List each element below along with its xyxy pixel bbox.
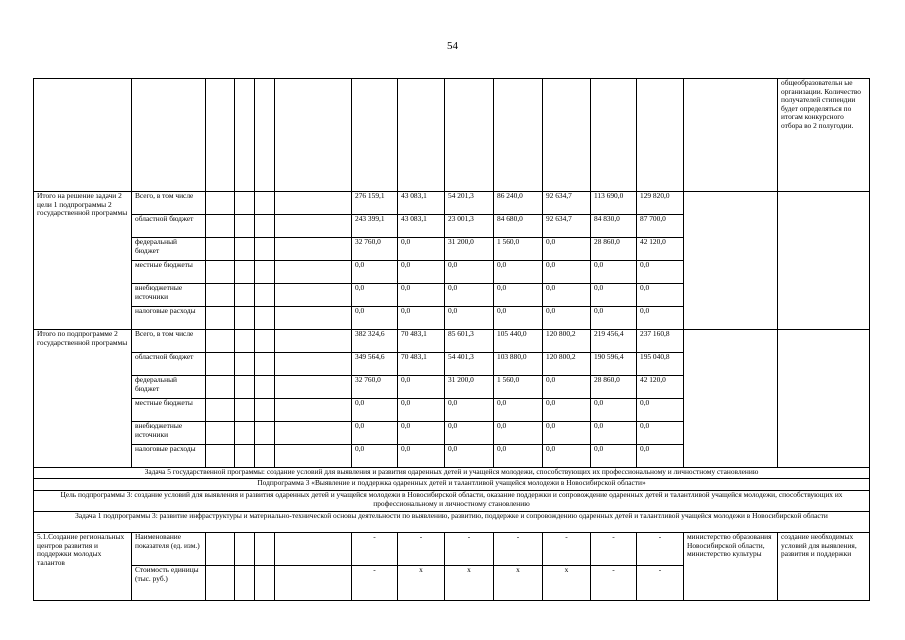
value-cell: 85 601,3 (445, 330, 494, 353)
value-cell: 0,0 (543, 445, 591, 468)
table-row (34, 491, 870, 512)
value-cell: - (445, 533, 494, 566)
empty-cell (275, 284, 352, 307)
table-row (34, 330, 870, 353)
value-cell: - (398, 533, 445, 566)
empty-cell (235, 238, 255, 261)
value-cell: - (352, 566, 398, 601)
value-cell: 31 200,0 (445, 238, 494, 261)
empty-cell (206, 376, 235, 399)
empty-cell (255, 566, 275, 601)
value-cell: 120 800,2 (543, 353, 591, 376)
value-cell: 0,0 (398, 307, 445, 330)
empty-cell (255, 215, 275, 238)
value-cell: 0,0 (494, 422, 543, 445)
empty-cell (275, 376, 352, 399)
value-cell: - (591, 566, 637, 601)
value-cell: 43 083,1 (398, 215, 445, 238)
value-cell: 42 120,0 (637, 238, 684, 261)
table-row (34, 533, 870, 566)
value-cell: 0,0 (352, 307, 398, 330)
value-cell: 0,0 (543, 307, 591, 330)
empty-cell (235, 376, 255, 399)
value-cell: 0,0 (637, 307, 684, 330)
value-cell: 23 001,3 (445, 215, 494, 238)
value-cell: 0,0 (352, 422, 398, 445)
value-cell: 0,0 (591, 422, 637, 445)
task-header: Задача 5 государственной программы: создание условий для выявления и развития одаренных детей и учащейся молодежи, способствующих их профессиональному и личностному становлению (34, 468, 870, 479)
value-cell: 70 483,1 (398, 353, 445, 376)
value-cell: 0,0 (637, 284, 684, 307)
empty-cell (255, 284, 275, 307)
empty-cell (275, 238, 352, 261)
value-cell: 0,0 (591, 261, 637, 284)
value-cell: 243 399,1 (352, 215, 398, 238)
result-cell: создание необходимых условий для выявления, развития и поддержки (778, 533, 870, 601)
value-cell: 0,0 (543, 399, 591, 422)
value-cell: 0,0 (543, 238, 591, 261)
empty-cell (235, 330, 255, 353)
value-cell: 0,0 (398, 399, 445, 422)
empty-cell (206, 284, 235, 307)
empty-cell (255, 376, 275, 399)
value-cell: 0,0 (445, 445, 494, 468)
executor-cell: министерство образования Новосибирской области, министерство культуры (684, 533, 778, 601)
empty-cell (235, 307, 255, 330)
value-cell: 0,0 (494, 284, 543, 307)
value-cell: - (494, 533, 543, 566)
empty-cell (275, 307, 352, 330)
empty-cell (275, 399, 352, 422)
value-cell: 1 560,0 (494, 376, 543, 399)
value-cell: 28 860,0 (591, 238, 637, 261)
empty-cell (275, 422, 352, 445)
value-cell: - (591, 533, 637, 566)
empty-cell (206, 307, 235, 330)
value-cell: 32 760,0 (352, 238, 398, 261)
value-cell: 129 820,0 (637, 192, 684, 215)
table-row (34, 479, 870, 491)
value-cell: 0,0 (494, 307, 543, 330)
value-cell: 84 830,0 (591, 215, 637, 238)
row-label: федеральный бюджет (132, 376, 206, 399)
value-cell: 0,0 (445, 399, 494, 422)
value-cell: 0,0 (494, 445, 543, 468)
value-cell: 237 160,8 (637, 330, 684, 353)
empty-cell (235, 445, 255, 468)
empty-cell (206, 445, 235, 468)
page-number: 54 (447, 40, 458, 52)
row-label: налоговые расходы (132, 445, 206, 468)
value-cell: 70 483,1 (398, 330, 445, 353)
row-label: внебюджетные источники (132, 422, 206, 445)
empty-cell (275, 566, 352, 601)
row-label: областной бюджет (132, 215, 206, 238)
value-cell: 0,0 (398, 284, 445, 307)
value-cell: 349 564,6 (352, 353, 398, 376)
row-label: областной бюджет (132, 353, 206, 376)
value-cell: 92 634,7 (543, 215, 591, 238)
row-label: Всего, в том числе (132, 192, 206, 215)
empty-cell (235, 192, 255, 215)
value-cell: 0,0 (352, 261, 398, 284)
value-cell: 54 201,3 (445, 192, 494, 215)
empty-cell (275, 192, 352, 215)
value-cell: 0,0 (543, 261, 591, 284)
value-cell: х (398, 566, 445, 601)
row-label: местные бюджеты (132, 399, 206, 422)
value-cell: 0,0 (543, 422, 591, 445)
budget-table (33, 78, 870, 601)
empty-cell (206, 422, 235, 445)
value-cell: 0,0 (543, 284, 591, 307)
empty-cell (778, 192, 870, 330)
empty-cell (684, 192, 778, 330)
row-label: внебюджетные источники (132, 284, 206, 307)
empty-cell (206, 261, 235, 284)
value-cell: 28 860,0 (591, 376, 637, 399)
value-cell: 219 456,4 (591, 330, 637, 353)
empty-cell (255, 399, 275, 422)
table-row (34, 79, 870, 192)
value-cell: х (494, 566, 543, 601)
value-cell: 0,0 (494, 399, 543, 422)
empty-cell (206, 533, 235, 566)
table-row (34, 192, 870, 215)
value-cell: 86 240,0 (494, 192, 543, 215)
value-cell: 0,0 (445, 261, 494, 284)
empty-cell (255, 192, 275, 215)
value-cell: 0,0 (637, 261, 684, 284)
table-row (34, 468, 870, 479)
empty-cell (255, 445, 275, 468)
empty-cell (255, 307, 275, 330)
empty-cell (684, 330, 778, 468)
empty-cell (255, 330, 275, 353)
value-cell: 0,0 (398, 376, 445, 399)
value-cell: 0,0 (591, 445, 637, 468)
value-cell: 0,0 (398, 422, 445, 445)
value-cell: 0,0 (637, 399, 684, 422)
empty-cell (206, 399, 235, 422)
goal-header: Цель подпрограммы 3: создание условий для выявления и развития одаренных детей и учащейся молодежи в Новосибирской области, оказание поддержки и сопровождение одаренных детей и талантливой учащейся молодежи, способствующих их профессиональному и личностному становлению (34, 491, 870, 512)
row-label: Стоимость единицы (тыс. руб.) (132, 566, 206, 601)
value-cell: х (543, 566, 591, 601)
empty-cell (275, 445, 352, 468)
empty-cell (275, 215, 352, 238)
value-cell: 0,0 (494, 261, 543, 284)
empty-cell (275, 261, 352, 284)
value-cell: 42 120,0 (637, 376, 684, 399)
value-cell: 0,0 (352, 445, 398, 468)
empty-cell (206, 330, 235, 353)
empty-cell (235, 215, 255, 238)
empty-cell (275, 533, 352, 566)
value-cell: 54 401,3 (445, 353, 494, 376)
item-label: 5.1.Создание региональных центров развития и поддержки молодых талантов (34, 533, 132, 601)
empty-cell (275, 353, 352, 376)
value-cell: 0,0 (445, 307, 494, 330)
value-cell: 0,0 (637, 422, 684, 445)
value-cell: 84 680,0 (494, 215, 543, 238)
row-label: Наименование показателя (ед. изм.) (132, 533, 206, 566)
table-row (34, 512, 870, 533)
value-cell: 0,0 (591, 284, 637, 307)
empty-cell (255, 353, 275, 376)
empty-cell (235, 422, 255, 445)
value-cell: - (637, 533, 684, 566)
value-cell: 0,0 (591, 307, 637, 330)
value-cell: 32 760,0 (352, 376, 398, 399)
value-cell: - (637, 566, 684, 601)
row-label: федеральный бюджет (132, 238, 206, 261)
empty-cell (206, 192, 235, 215)
value-cell: 1 560,0 (494, 238, 543, 261)
empty-cell (235, 261, 255, 284)
value-cell: 31 200,0 (445, 376, 494, 399)
value-cell: 0,0 (591, 399, 637, 422)
empty-cell (235, 399, 255, 422)
value-cell: - (543, 533, 591, 566)
value-cell: 103 880,0 (494, 353, 543, 376)
row-label: местные бюджеты (132, 261, 206, 284)
empty-cell (235, 353, 255, 376)
value-cell: 276 159,1 (352, 192, 398, 215)
value-cell: 0,0 (352, 399, 398, 422)
subprogram-header: Подпрограмма 3 «Выявление и поддержка одаренных детей и талантливой учащейся молодежи в Новосибирской области» (34, 479, 870, 491)
block-label: Итого на решение задачи 2 цели 1 подпрограммы 2 государственной программы (34, 192, 132, 330)
value-cell: 0,0 (398, 445, 445, 468)
value-cell: 190 596,4 (591, 353, 637, 376)
value-cell: 0,0 (398, 261, 445, 284)
block-label: Итого по подпрограмме 2 государственной программы (34, 330, 132, 468)
note-cell: общеобразовательн ые организации. Количество получателей стипендии будет определяться по итогам конкурсного отбора во 2 полугодии. (778, 79, 870, 192)
value-cell: 0,0 (352, 284, 398, 307)
value-cell: 120 800,2 (543, 330, 591, 353)
value-cell: 43 083,1 (398, 192, 445, 215)
empty-cell (206, 215, 235, 238)
value-cell: - (352, 533, 398, 566)
value-cell: 0,0 (637, 445, 684, 468)
value-cell: 92 634,7 (543, 192, 591, 215)
row-label: Всего, в том числе (132, 330, 206, 353)
empty-cell (255, 533, 275, 566)
value-cell: 87 700,0 (637, 215, 684, 238)
empty-cell (235, 533, 255, 566)
empty-cell (235, 566, 255, 601)
value-cell: х (445, 566, 494, 601)
empty-cell (206, 353, 235, 376)
value-cell: 195 040,8 (637, 353, 684, 376)
value-cell: 105 440,0 (494, 330, 543, 353)
empty-cell (275, 330, 352, 353)
empty-cell (206, 566, 235, 601)
task1-header: Задача 1 подпрограммы 3: развитие инфраструктуры и материально-технической основы деятельности по выявлению, развитию, поддержке и сопровождению одаренных детей и талантливой учащейся молодежи в Новосибирской области (34, 512, 870, 533)
value-cell: 0,0 (398, 238, 445, 261)
empty-cell (255, 238, 275, 261)
empty-cell (255, 261, 275, 284)
value-cell: 0,0 (445, 284, 494, 307)
empty-cell (235, 284, 255, 307)
value-cell: 0,0 (445, 422, 494, 445)
value-cell: 113 690,0 (591, 192, 637, 215)
empty-cell (206, 238, 235, 261)
value-cell: 0,0 (543, 376, 591, 399)
row-label: налоговые расходы (132, 307, 206, 330)
empty-cell (255, 422, 275, 445)
value-cell: 382 324,6 (352, 330, 398, 353)
empty-cell (778, 330, 870, 468)
